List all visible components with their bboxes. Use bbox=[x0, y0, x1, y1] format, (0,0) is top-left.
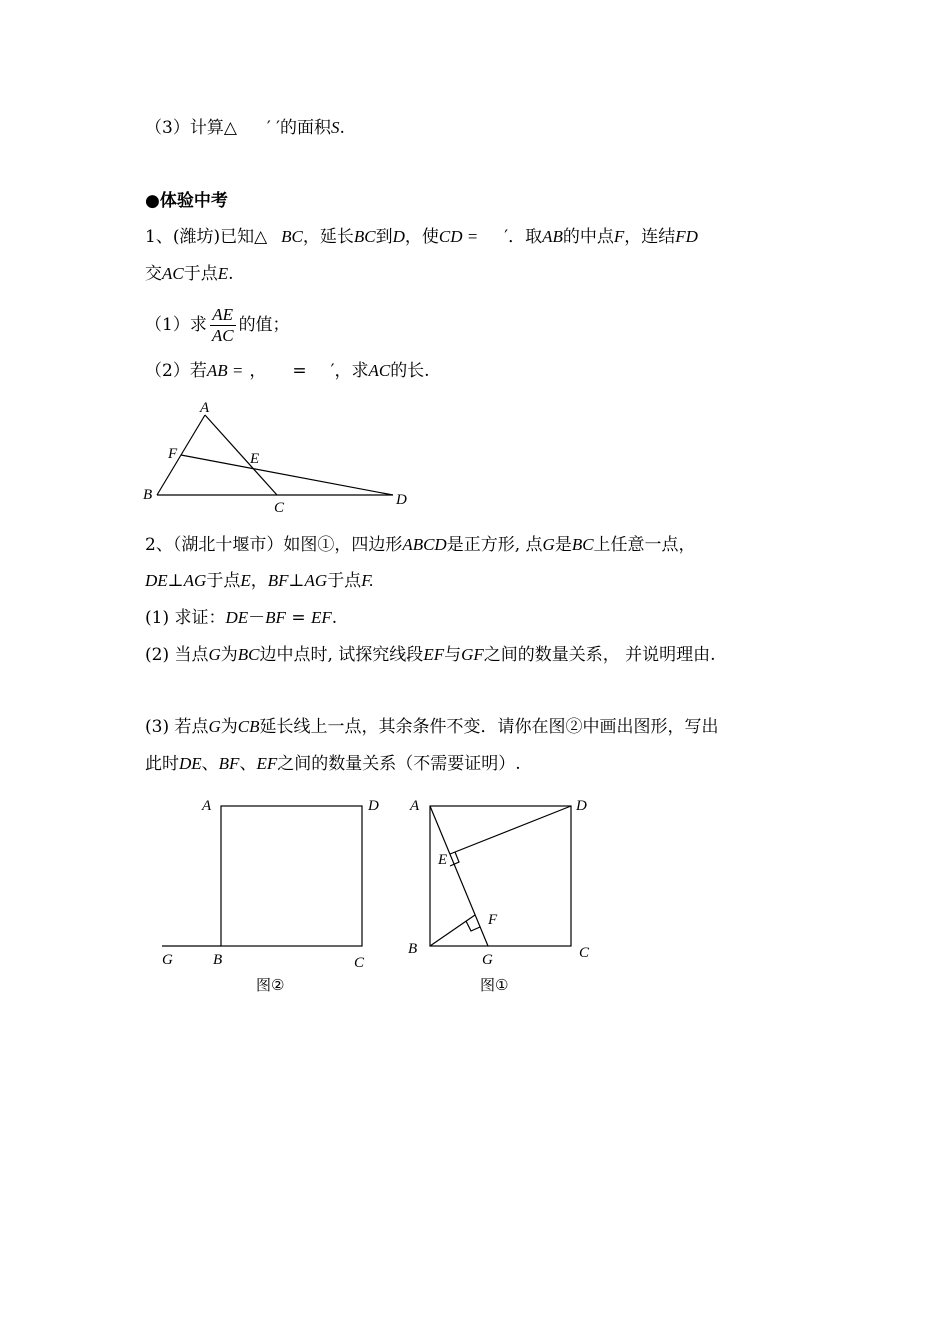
problem-1-line-2: 交AC于点E. bbox=[145, 264, 234, 284]
label-c: C bbox=[579, 945, 590, 961]
label-g: G bbox=[482, 952, 493, 968]
segment-ag bbox=[430, 806, 488, 946]
square-abcd bbox=[430, 806, 571, 946]
label-e: E bbox=[438, 852, 448, 868]
label-d: D bbox=[396, 492, 407, 508]
square-figure-1 bbox=[400, 790, 600, 1000]
label-c: C bbox=[354, 955, 365, 971]
problem-1-question-1: （1）求 $\frac{AE}{AC}$ 的值； bbox=[145, 304, 290, 345]
label-b: B bbox=[213, 952, 223, 968]
label-d: D bbox=[576, 798, 587, 814]
section-title: ●体验中考 bbox=[145, 191, 228, 211]
triangle-figure bbox=[135, 395, 425, 520]
label-a: A bbox=[200, 400, 210, 416]
label-b: B bbox=[408, 941, 418, 957]
segment-fd bbox=[181, 455, 393, 495]
label-a: A bbox=[410, 798, 420, 814]
label-a: A bbox=[202, 798, 212, 814]
label-d: D bbox=[368, 798, 379, 814]
square-abcd bbox=[221, 806, 362, 946]
square-figure-2 bbox=[150, 790, 390, 1000]
label-f: F bbox=[488, 912, 498, 928]
segment-bf bbox=[430, 915, 475, 946]
problem-2-question-1: (1) 求证：DE－BF = EF. bbox=[145, 608, 338, 628]
label-f: F bbox=[168, 446, 178, 462]
label-e: E bbox=[250, 451, 260, 467]
problem-2-question-2: (2) 当点G为BC边中点时, 试探究线段EF与GF之间的数量关系， 并说明理由. bbox=[145, 645, 716, 665]
problem-2-line-1: 2、（湖北十堰市）如图①，四边形ABCD是正方形, 点G是BC上任意一点， bbox=[145, 535, 696, 555]
caption-fig-1: 图① bbox=[480, 976, 509, 994]
caption-fig-2: 图② bbox=[256, 976, 285, 994]
problem-2-line-2: DE⊥AG于点E，BF⊥AG于点F. bbox=[145, 571, 374, 591]
label-g: G bbox=[162, 952, 173, 968]
problem-1-line-1: 1、(潍坊)已知△ BC，延长BC到D，使CD = ′．取AB的中点F，连结FD bbox=[145, 227, 698, 247]
problem-2-question-3-line-1: (3) 若点G为CB延长线上一点，其余条件不变．请你在图②中画出图形，写出 bbox=[145, 717, 719, 737]
segment-de bbox=[450, 806, 571, 854]
problem-1-question-2: （2）若AB = ， = ′，求AC的长. bbox=[145, 361, 430, 381]
problem-2-question-3-line-2: 此时DE、BF、EF之间的数量关系（不需要证明）. bbox=[145, 754, 521, 774]
segment-ac bbox=[205, 415, 277, 495]
label-c: C bbox=[274, 500, 285, 516]
label-b: B bbox=[143, 487, 153, 503]
prev-question-3: （3）计算△ ′ ′的面积S. bbox=[145, 118, 345, 138]
fraction: $\frac{AE}{AC}$ bbox=[211, 304, 234, 345]
